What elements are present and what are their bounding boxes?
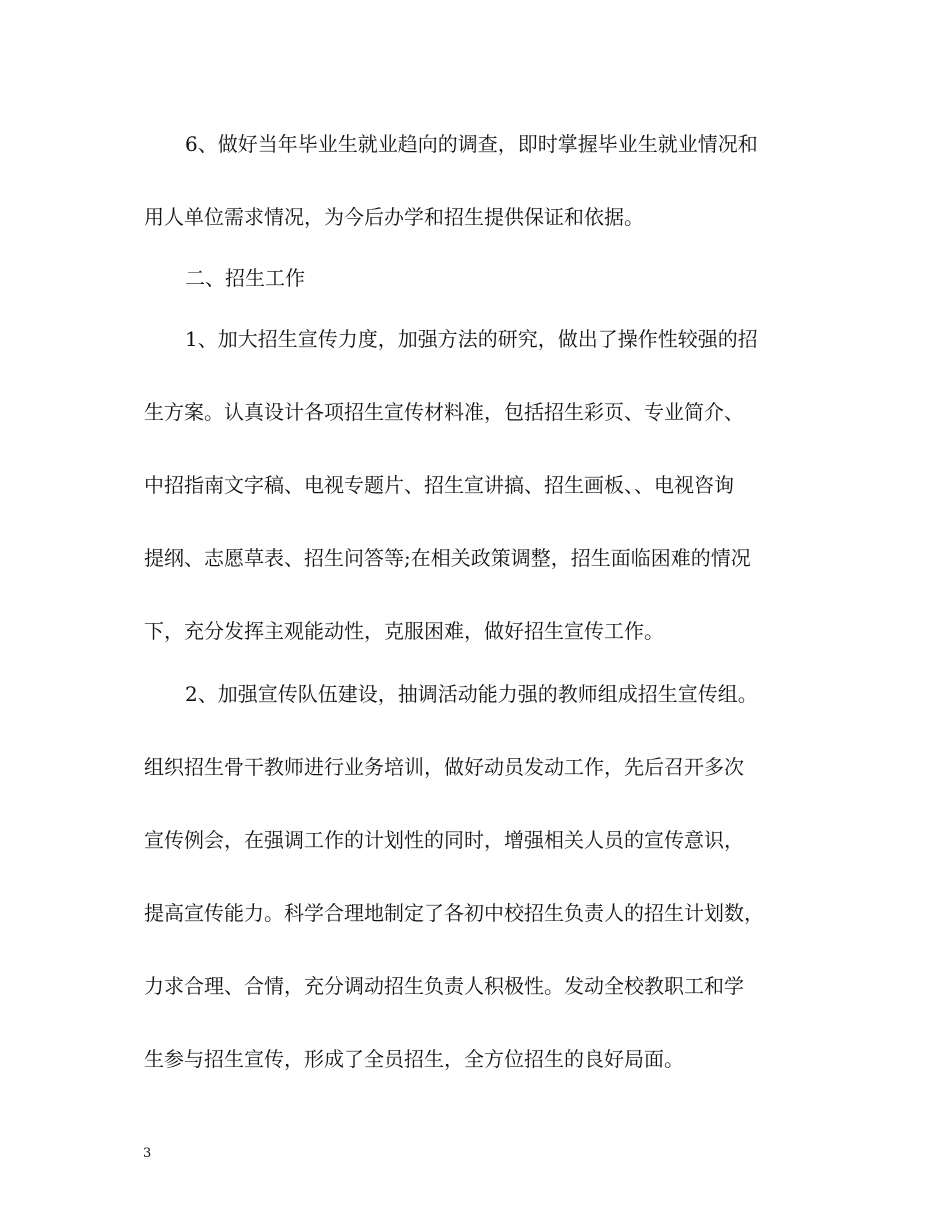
text-line: 组织招生骨干教师进行业务培训，做好动员发动工作，先后召开多次 (144, 755, 744, 779)
text-line: 力求合理、合情，充分调动招生负责人积极性。发动全校教职工和学 (144, 974, 744, 998)
text-line: 2、加强宣传队伍建设，抽调活动能力强的教师组成招生宣传组。 (185, 682, 758, 706)
text-line: 提高宣传能力。科学合理地制定了各初中校招生负责人的招生计划数， (144, 901, 764, 925)
text-line: 6、做好当年毕业生就业趋向的调查，即时掌握毕业生就业情况和 (185, 132, 758, 156)
section-heading: 二、招生工作 (185, 266, 305, 290)
text-line: 下，充分发挥主观能动性，克服困难，做好招生宣传工作。 (144, 619, 664, 643)
text-line: 生方案。认真设计各项招生宣传材料准，包括招生彩页、专业简介、 (144, 400, 744, 424)
text-line: 生参与招生宣传，形成了全员招生，全方位招生的良好局面。 (144, 1047, 684, 1071)
text-line: 用人单位需求情况，为今后办学和招生提供保证和依据。 (144, 205, 644, 229)
text-line: 中招指南文字稿、电视专题片、招生宣讲搞、招生画板、、电视咨询 (144, 473, 734, 497)
page-number: 3 (143, 1146, 152, 1161)
text-line: 宣传例会，在强调工作的计划性的同时，增强相关人员的宣传意识， (144, 828, 744, 852)
text-line: 1、加大招生宣传力度，加强方法的研究，做出了操作性较强的招 (185, 327, 758, 351)
text-line: 提纲、志愿草表、招生问答等;在相关政策调整，招生面临困难的情况 (144, 546, 751, 570)
